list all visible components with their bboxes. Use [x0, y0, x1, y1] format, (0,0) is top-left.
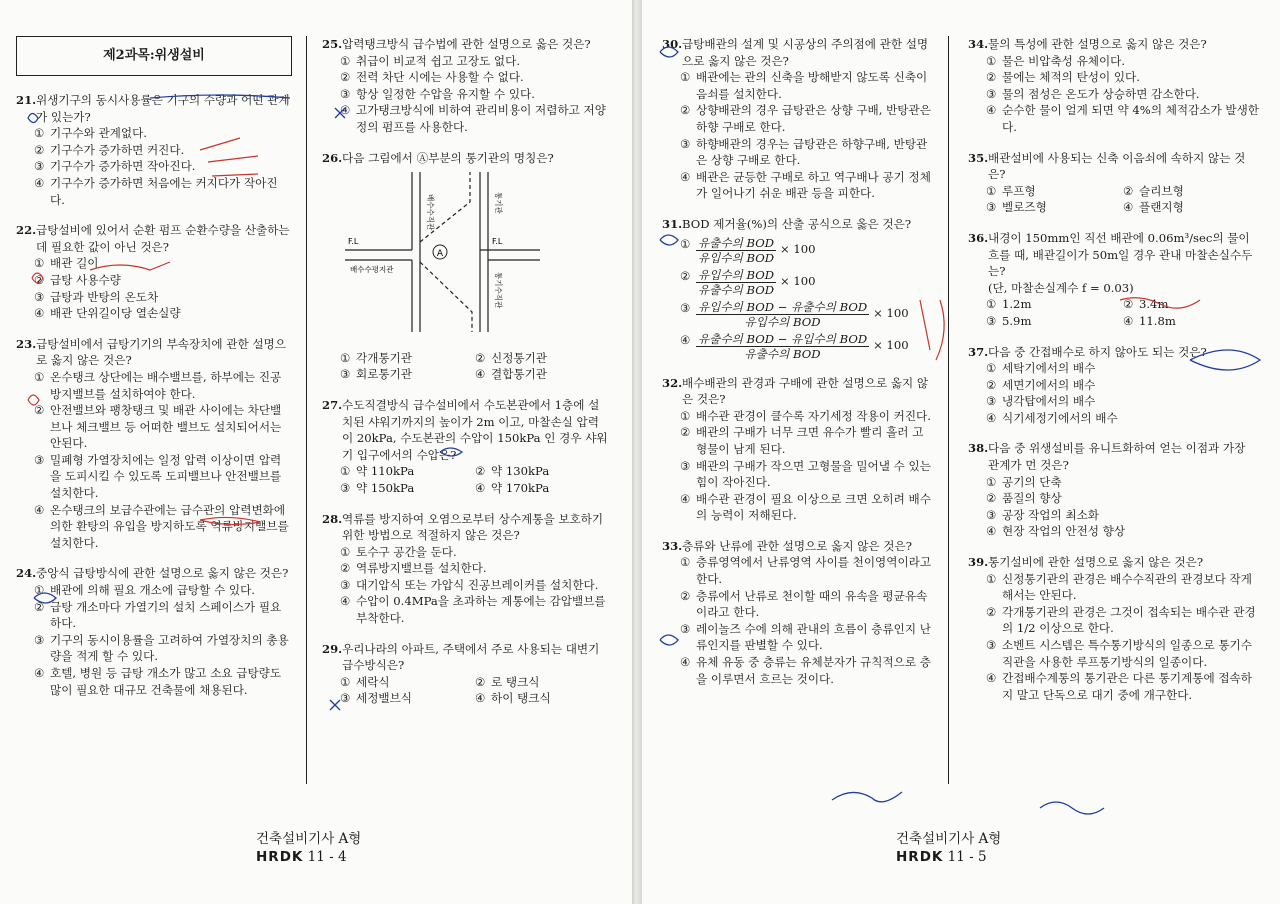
option[interactable]: ② 급탕 개소마다 가열기의 설치 스페이스가 필요하다. [34, 599, 282, 631]
question-condition: (단, 마찰손실계수 f = 0.03) [988, 280, 1134, 295]
option[interactable]: ② 물에는 체적의 탄성이 있다. [986, 70, 1140, 85]
vent-stack-label: 통기수직관 [494, 272, 503, 309]
option[interactable]: ④ 고가탱크방식에 비하여 관리비용이 저렴하고 저양정의 펌프를 사용한다. [340, 103, 606, 134]
page-footer-right [896, 830, 1001, 866]
drain-stack-label: 배수수직관 [426, 194, 435, 231]
page-footer-left [256, 830, 361, 866]
question-33 [662, 538, 934, 687]
option[interactable]: ③ 소벤트 시스템은 특수통기방식의 일종으로 통기수직관을 사용한 루프통기방식의 일종이다. [986, 638, 1252, 669]
question-stem: 중앙식 급탕방식에 관한 설명으로 옳지 않은 것은? [36, 566, 289, 581]
option[interactable]: ④ 배관 단위길이당 열손실량 [34, 306, 181, 321]
option[interactable]: ③ 급탕과 반탕의 온도차 [34, 289, 159, 304]
option[interactable]: ① 1.2m [986, 297, 1032, 312]
option[interactable]: ④ 순수한 물이 얼게 되면 약 4%의 체적감소가 발생한다. [986, 103, 1259, 134]
question-27 [322, 397, 610, 497]
floor-level-label-left: F.L [348, 237, 359, 247]
question-stem: 다음 중 간접배수로 하지 않아도 되는 것은? [988, 344, 1207, 359]
option[interactable]: ① 기구수와 관계없다. [34, 126, 147, 141]
option[interactable]: ④ 플랜지형 [1123, 200, 1184, 215]
question-number: 34. [968, 37, 989, 51]
option[interactable]: ② 신정통기관 [475, 350, 547, 365]
question-24 [16, 565, 292, 698]
question-number: 28. [322, 511, 343, 526]
option[interactable]: ① 약 110kPa [340, 464, 415, 479]
page-number: 11 - 5 [947, 849, 987, 865]
question-21 [16, 92, 292, 208]
question-number: 30. [662, 37, 683, 51]
question-29 [322, 641, 610, 707]
option[interactable]: ③ 회로통기관 [340, 367, 412, 382]
option[interactable]: ④ 기구수가 증가하면 처음에는 커지다가 작아진다. [34, 175, 278, 207]
option[interactable]: ② 3.4m [1123, 297, 1169, 312]
question-number: 36. [968, 230, 989, 245]
option[interactable]: ③ 약 150kPa [340, 480, 415, 495]
option[interactable]: ③ 배관의 구배가 작으면 고형물을 밀어낼 수 있는 힘이 작아진다. [680, 458, 931, 490]
book-gutter [632, 0, 642, 904]
question-28 [322, 511, 610, 627]
option[interactable]: ② 배관의 구배가 너무 크면 유수가 빨리 흘러 고형물이 남게 된다. [680, 425, 924, 456]
point-a-label: A [436, 249, 444, 260]
question-stem: BOD 제거율(%)의 산출 공식으로 옳은 것은? [682, 216, 912, 231]
question-stem: 우리나라의 아파트, 주택에서 주로 사용되는 대변기 급수방식은? [342, 641, 600, 673]
question-stem: 급탕설비에 있어서 순환 펌프 순환수량을 산출하는데 필요한 값이 아닌 것은? [36, 223, 290, 254]
page-number: 11 - 4 [307, 849, 347, 865]
question-number: 37. [968, 344, 989, 359]
exam-page-right [642, 0, 1280, 904]
question-number: 32. [662, 375, 683, 390]
option[interactable]: ④ 간접배수계통의 통기관은 다른 통기계통에 접속하지 말고 단독으로 대기 중에 개구한다. [986, 671, 1252, 702]
option[interactable]: ① 배관에 의해 필요 개소에 급탕할 수 있다. [34, 583, 255, 598]
option[interactable]: ④ 온수탱크의 보급수관에는 급수관의 압력변화에 의한 환탕의 유입을 방지하도록 역류방지밸브를 설치한다. [34, 502, 289, 550]
question-32 [662, 375, 934, 524]
question-stem: 압력탱크방식 급수법에 관한 설명으로 옳은 것은? [342, 37, 591, 51]
hrdk-logo: HRDK [256, 849, 304, 865]
question-number: 38. [968, 441, 989, 456]
vent-pipe-diagram [340, 172, 610, 342]
option[interactable]: ③ 냉각탑에서의 배수 [986, 394, 1096, 409]
question-number: 21. [16, 93, 37, 107]
option[interactable]: ③ 레이놀즈 수에 의해 관내의 흐름이 층류인지 난류인지를 판별할 수 있다. [680, 621, 931, 653]
option[interactable]: ② 급탕 사용수량 [34, 272, 121, 287]
option[interactable]: ④ 11.8m [1123, 313, 1176, 328]
option[interactable]: ② 전력 차단 시에는 사용할 수 없다. [340, 70, 524, 85]
option[interactable]: ④ 결합통기관 [475, 367, 547, 382]
option[interactable]: ① 각개통기관 [340, 350, 412, 365]
left-page-column-1 [16, 36, 292, 712]
option[interactable]: ① 신정통기관의 관경은 배수수직관의 관경보다 작게 해서는 안된다. [986, 571, 1252, 603]
option[interactable]: ① 물은 비압축성 유체이다. [986, 53, 1126, 68]
option[interactable]: ① 루프형 [986, 183, 1036, 198]
pipe-diagram-svg [340, 172, 570, 337]
question-stem: 물의 특성에 관한 설명으로 옳지 않은 것은? [988, 37, 1207, 51]
horizontal-drain-label: 배수수평지관 [350, 265, 394, 275]
option[interactable]: ② 약 130kPa [475, 464, 550, 479]
option[interactable]: ④ 유체 유동 중 층류는 유체분자가 규칙적으로 층을 이루면서 흐르는 것이다. [680, 655, 931, 686]
question-39 [968, 554, 1260, 703]
question-30 [662, 36, 934, 202]
question-number: 35. [968, 150, 989, 165]
question-26 [322, 150, 610, 383]
option[interactable]: ③ 벨로즈형 [986, 200, 1047, 215]
option[interactable]: ④ 약 170kPa [475, 480, 550, 495]
question-number: 27. [322, 397, 343, 412]
question-number: 22. [16, 223, 37, 238]
option[interactable]: ③ 기구수가 증가하면 작아진다. [34, 159, 196, 174]
option[interactable]: ③ 물의 점성은 온도가 상승하면 감소한다. [986, 86, 1200, 101]
hrdk-logo: HRDK [896, 849, 944, 865]
column-divider [306, 36, 307, 784]
question-number: 39. [968, 555, 989, 570]
option[interactable]: ④ 호텔, 병원 등 급탕 개소가 많고 소요 급탕량도 많이 필요한 대규모 건축물에 채용된다. [34, 666, 282, 697]
question-number: 23. [16, 336, 37, 351]
option[interactable]: ③ 대기압식 또는 가압식 진공브레이커를 설치한다. [340, 577, 599, 592]
question-number: 29. [322, 641, 343, 656]
option[interactable]: ② $\frac{\text{유입수의 BOD}}{\text{유출수의 BOD}}$ × 100 [680, 267, 816, 297]
footer-title: 건축설비기사 A형 [896, 831, 1002, 847]
option[interactable]: ① 배수관 관경이 클수록 자기세정 작용이 커진다. [680, 408, 931, 423]
left-page-column-2 [322, 36, 610, 721]
option[interactable]: ② 품질의 향상 [986, 491, 1062, 506]
option[interactable]: ③ 세정밸브식 [340, 691, 412, 706]
option[interactable]: ④ 현장 작업의 안전성 향상 [986, 524, 1126, 539]
option[interactable]: ① 배관에는 관의 신축을 방해받지 않도록 신축이음쇠를 설치한다. [680, 70, 928, 101]
question-number: 33. [662, 538, 683, 553]
subject-title: 제2과목:위생설비 [16, 36, 292, 76]
question-stem: 역류를 방지하여 오염으로부터 상수계통을 보호하기 위한 방법으로 적절하지 않은 것은? [342, 511, 604, 543]
question-stem: 배수배관의 관경과 구배에 관한 설명으로 옳지 않은 것은? [682, 375, 929, 407]
option[interactable]: ③ $\frac{\text{유입수의 BOD − 유출수의 BOD}}{\text{유입수의 BOD}}$ × 100 [680, 299, 909, 329]
question-stem: 배관설비에 사용되는 신축 이음쇠에 속하지 않는 것은? [988, 150, 1246, 182]
footer-title: 건축설비기사 A형 [256, 831, 362, 847]
question-stem: 위생기구의 동시사용률은 기구의 수량과 어떤 관계가 있는가? [36, 93, 290, 124]
column-divider [948, 36, 949, 784]
option[interactable]: ① 공기의 단축 [986, 474, 1062, 489]
question-stem: 내경이 150mm인 직선 배관에 0.06m³/sec의 물이 흐를 때, 배관길이가 50m일 경우 관내 마찰손실수두는? [988, 230, 1253, 279]
option[interactable]: ④ $\frac{\text{유출수의 BOD − 유입수의 BOD}}{\text{유출수의 BOD}}$ × 100 [680, 331, 909, 361]
formula-fraction: $\frac{\text{유출수의 BOD}}{\text{유입수의 BOD}}$ [698, 235, 775, 265]
question-37 [968, 344, 1260, 427]
option[interactable]: ③ 밀폐형 가열장치에는 일정 압력 이상이면 압력을 도피시킬 수 있도록 도피밸브나 안전밸브를 설치한다. [34, 452, 282, 501]
question-stem: 층류와 난류에 관한 설명으로 옳지 않은 것은? [682, 538, 912, 553]
question-stem: 통기설비에 관한 설명으로 옳지 않은 것은? [988, 555, 1204, 570]
question-35 [968, 150, 1260, 216]
formula-fraction: $\frac{\text{유입수의 BOD − 유출수의 BOD}}{\text{유입수의 BOD}}$ [698, 299, 868, 329]
option[interactable]: ② 층류에서 난류로 천이할 때의 유속을 평균유속이라고 한다. [680, 588, 928, 620]
option[interactable]: ① 배관 길이 [34, 256, 99, 271]
question-stem: 다음 중 위생설비를 유니트화하여 얻는 이점과 가장 관계가 먼 것은? [988, 441, 1246, 473]
option[interactable]: ② 로 탱크식 [475, 674, 540, 689]
option[interactable]: ① $\frac{\text{유출수의 BOD}}{\text{유입수의 BOD}}$ × 100 [680, 235, 816, 265]
option[interactable]: ① 층류영역에서 난류영역 사이를 천이영역이라고 한다. [680, 555, 932, 587]
question-36 [968, 230, 1260, 330]
option[interactable]: ④ 배수관 관경이 필요 이상으로 크면 오히려 배수의 능력이 저해된다. [680, 491, 931, 523]
option[interactable]: ③ 기구의 동시이용률을 고려하여 가열장치의 총용량을 적게 할 수 있다. [34, 632, 289, 664]
option[interactable]: ① 세락식 [340, 674, 390, 689]
question-stem: 급탕설비에서 급탕기기의 부속장치에 관한 설명으로 옳지 않은 것은? [36, 336, 286, 368]
question-stem: 수도직결방식 급수설비에서 수도본관에서 1층에 설치된 샤워기까지의 높이가 2m 이고, 마찰손실 압력이 20kPa, 수도본관의 수압이 150kPa 인 경우 샤워기 입구에서의 수압은? [342, 397, 608, 462]
question-number: 25. [322, 37, 343, 51]
option[interactable]: ① 세탁기에서의 배수 [986, 361, 1096, 376]
option[interactable]: ④ 하이 탱크식 [475, 691, 551, 706]
option[interactable]: ① 토수구 공간을 둔다. [340, 544, 457, 559]
question-25 [322, 36, 610, 136]
option[interactable]: ④ 배관은 균등한 구배로 하고 역구배나 공기 정체가 일어나기 쉬운 배관 등을 피한다. [680, 169, 931, 201]
option[interactable]: ③ 5.9m [986, 313, 1032, 328]
right-page-column-2 [968, 36, 1260, 717]
option[interactable]: ③ 공장 작업의 최소화 [986, 507, 1099, 522]
question-22 [16, 222, 292, 322]
question-number: 26. [322, 150, 343, 165]
question-stem: 다음 그림에서 Ⓐ부분의 통기관의 명칭은? [342, 150, 554, 165]
option[interactable]: ① 온수탱크 상단에는 배수밸브를, 하부에는 진공방지밸브를 설치하여야 한다. [34, 369, 282, 401]
option[interactable]: ② 세면기에서의 배수 [986, 377, 1096, 392]
question-number: 31. [662, 216, 683, 231]
question-23 [16, 336, 292, 552]
formula-fraction: $\frac{\text{유출수의 BOD − 유입수의 BOD}}{\text{유출수의 BOD}}$ [698, 331, 868, 361]
option[interactable]: ② 기구수가 증가하면 커진다. [34, 142, 185, 157]
question-38 [968, 440, 1260, 540]
option[interactable]: ② 각개통기관의 관경은 그것이 접속되는 배수관 관경의 1/2 이상으로 한다. [986, 604, 1256, 636]
formula-fraction: $\frac{\text{유입수의 BOD}}{\text{유출수의 BOD}}$ [698, 267, 775, 297]
option[interactable]: ① 취급이 비교적 쉽고 고장도 없다. [340, 53, 521, 68]
vent-pipe-label: 통기관 [494, 192, 503, 214]
option[interactable]: ② 슬리브형 [1123, 183, 1184, 198]
question-31 [662, 216, 934, 361]
right-page-column-1 [662, 36, 934, 701]
option[interactable]: ④ 식기세정기에서의 배수 [986, 410, 1118, 425]
exam-page-left [0, 0, 632, 904]
question-number: 24. [16, 566, 37, 581]
question-stem: 급탕배관의 설계 및 시공상의 주의점에 관한 설명으로 옳지 않은 것은? [682, 37, 929, 68]
option[interactable]: ③ 하향배관의 경우는 급탕관은 하향구배, 반탕관은 상향 구배로 한다. [680, 136, 928, 168]
option[interactable]: ② 안전밸브와 팽창탱크 및 배관 사이에는 차단밸브나 체크밸브 등 어떠한 밸브도 설치되어서는 안된다. [34, 403, 282, 451]
option[interactable]: ② 역류방지밸브를 설치한다. [340, 561, 487, 576]
option[interactable]: ③ 항상 일정한 수압을 유지할 수 있다. [340, 86, 535, 101]
option[interactable]: ② 상향배관의 경우 급탕관은 상향 구배, 반탕관은 하향 구배로 한다. [680, 103, 931, 134]
question-34 [968, 36, 1260, 136]
option[interactable]: ④ 수압이 0.4MPa을 초과하는 계통에는 감압밸브를 부착한다. [340, 594, 606, 626]
floor-level-label-right: F.L [492, 237, 503, 247]
